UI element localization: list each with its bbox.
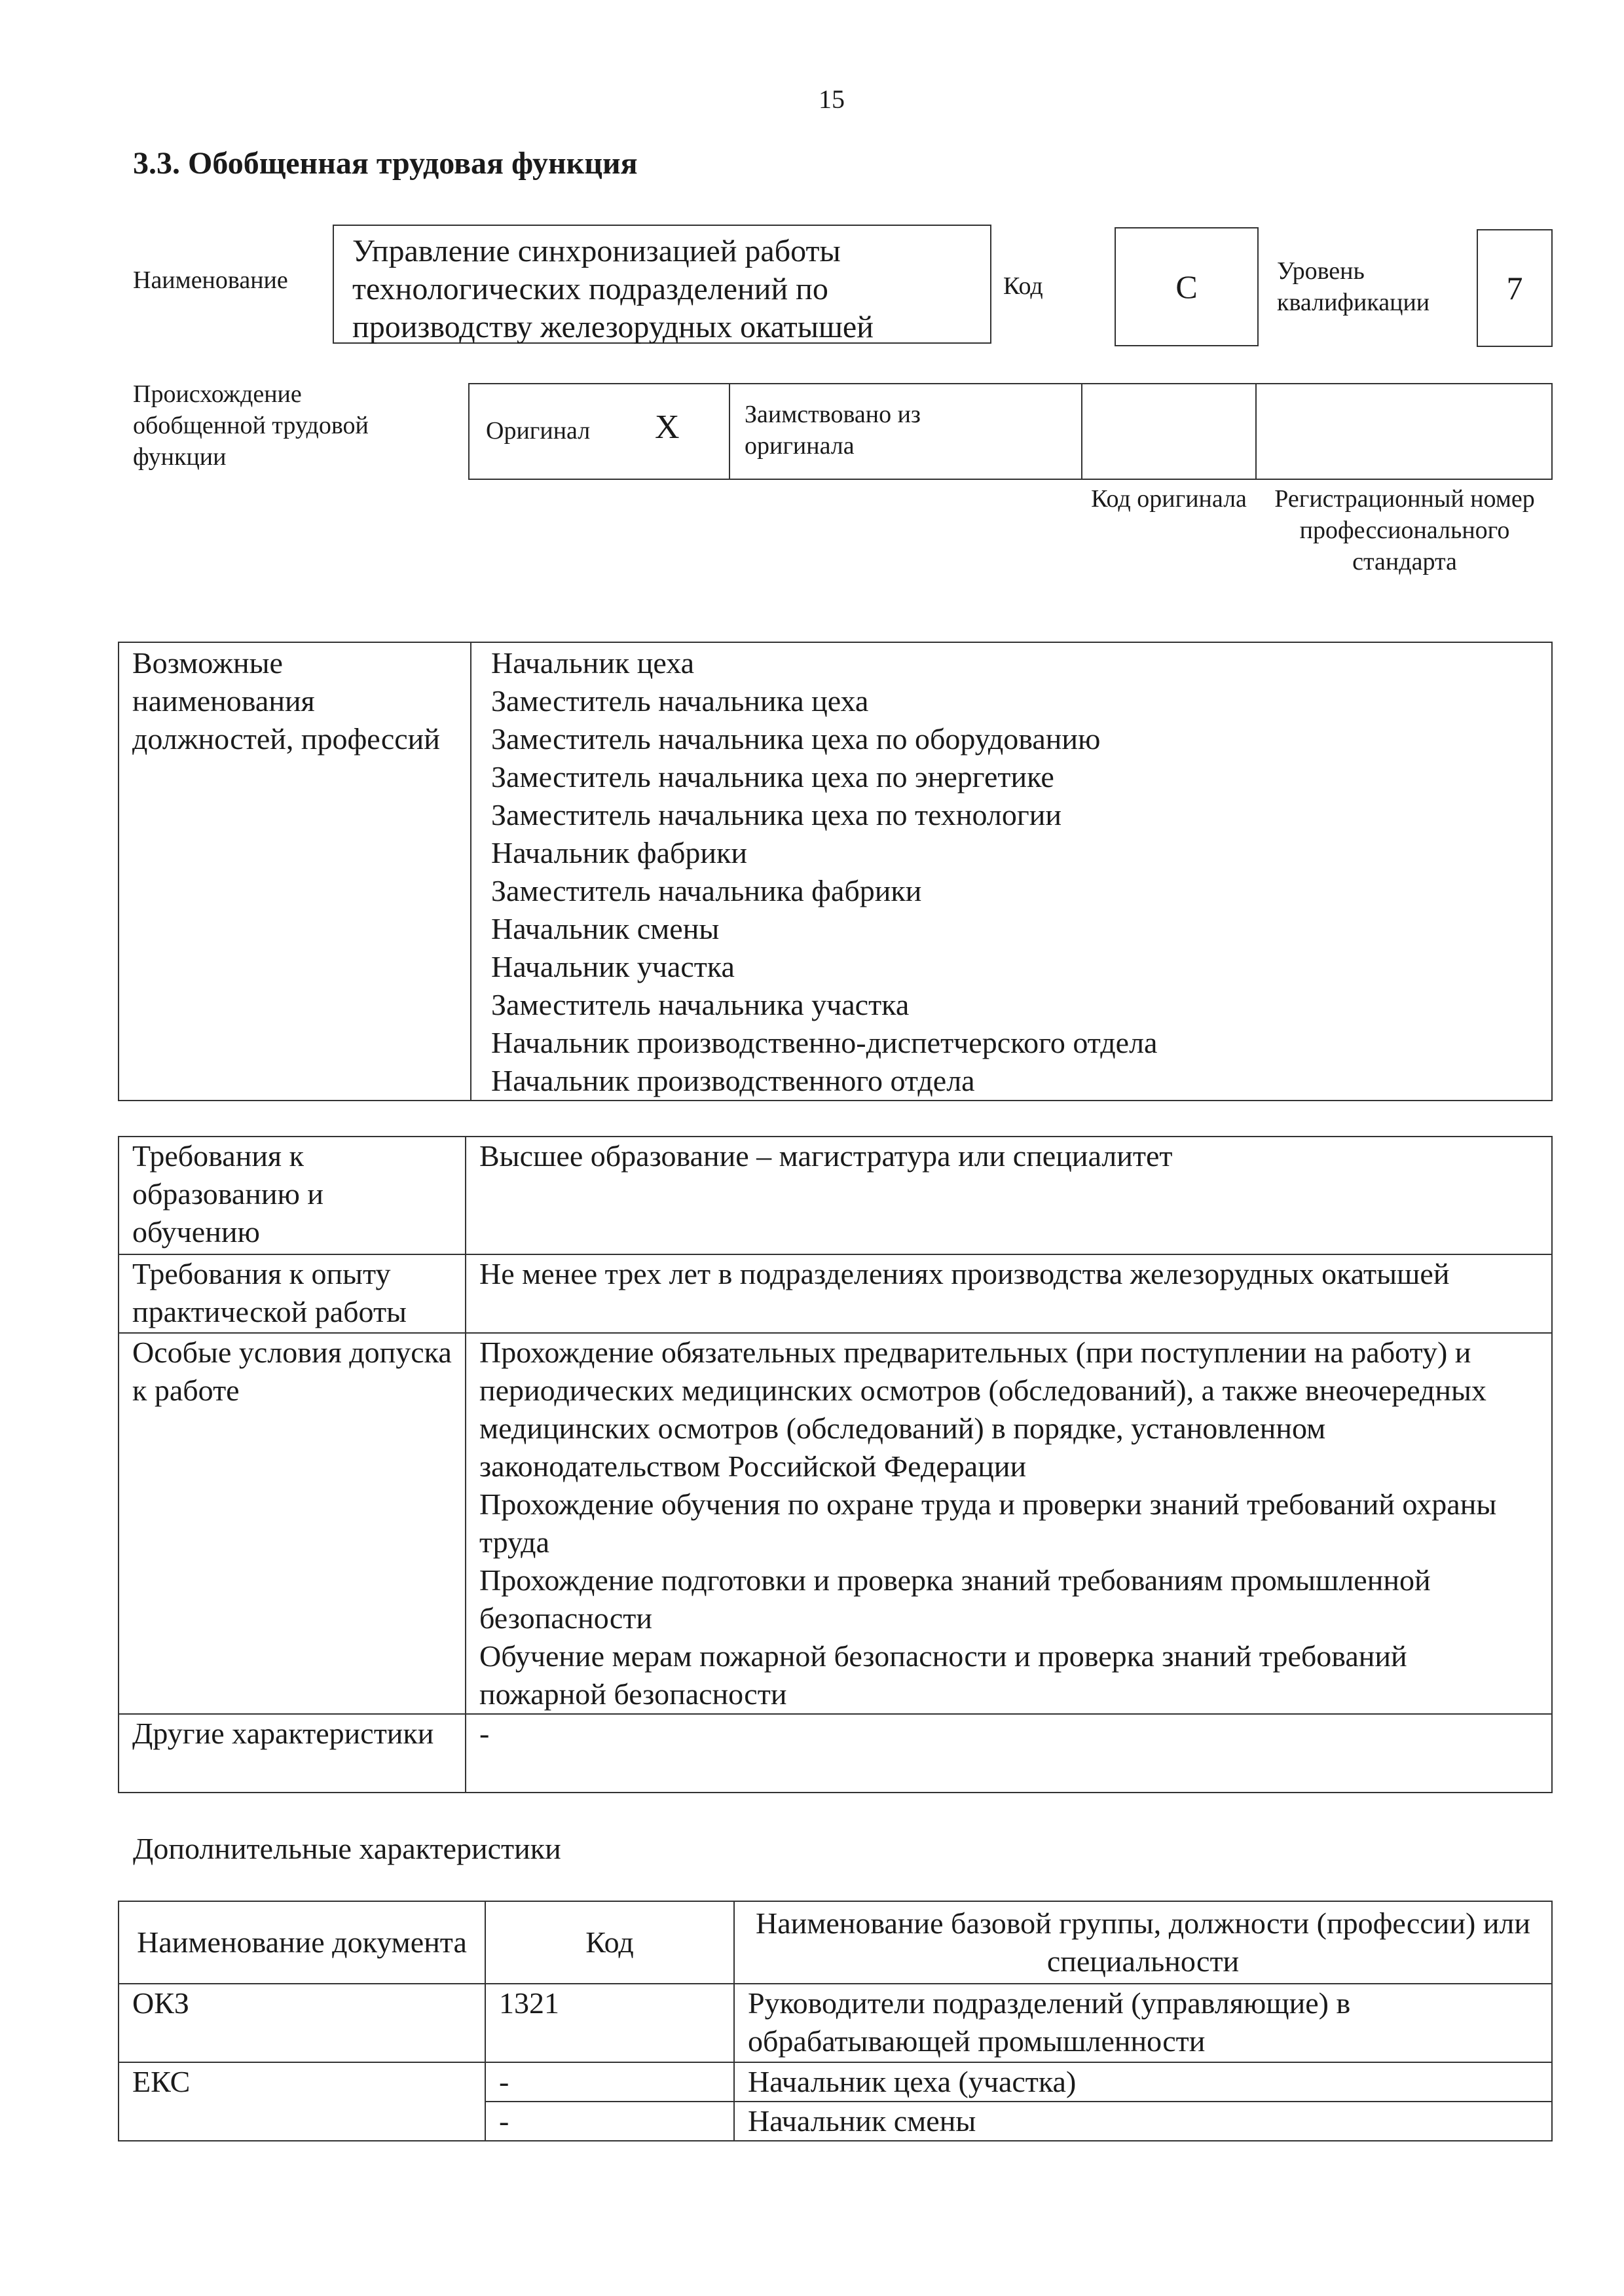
list-item: Заместитель начальника участка	[491, 988, 910, 1021]
code-cell: -	[485, 2062, 734, 2102]
req-value: Высшее образование – магистратура или специалитет	[466, 1137, 1552, 1254]
doc-cell: ЕКС	[119, 2062, 485, 2141]
req-paragraph: Обучение мерам пожарной безопасности и проверка знаний требований пожарной безопасности	[479, 1639, 1407, 1711]
req-label: Требования к образованию и обучению	[119, 1137, 466, 1254]
code-original-caption: Код оригинала	[1091, 485, 1247, 513]
level-box	[1477, 229, 1553, 347]
req-label: Требования к опыту практической работы	[119, 1254, 466, 1333]
positions-table	[118, 642, 1553, 1101]
column-header: Наименование базовой группы, должности (профессии) или специальности	[734, 1901, 1552, 1984]
origin-divider-3	[1255, 384, 1257, 479]
positions-label: Возможные наименования должностей, профессий	[119, 642, 471, 1101]
req-value	[466, 1333, 1552, 1714]
name-cell: Начальник смены	[734, 2102, 1552, 2141]
req-value: -	[466, 1714, 1552, 1793]
list-item: Начальник участка	[491, 950, 735, 983]
level-value: 7	[1506, 270, 1523, 306]
req-label: Особые условия допуска к работе	[119, 1333, 466, 1714]
list-item: Заместитель начальника цеха по энергетике	[491, 760, 1054, 793]
reg-number-caption: Регистрационный номер профессионального стандарта	[1274, 485, 1535, 575]
level-label: Уровень квалификации	[1277, 257, 1430, 316]
table-row	[119, 1714, 1552, 1793]
column-header: Наименование документа	[119, 1901, 485, 1984]
positions-list	[471, 642, 1552, 1101]
req-label: Другие характеристики	[119, 1714, 466, 1793]
table-row	[119, 1333, 1552, 1714]
origin-box	[468, 383, 1553, 480]
additional-title: Дополнительные характеристики	[133, 1832, 561, 1865]
original-label: Оригинал	[486, 417, 591, 445]
origin-label: Происхождение обобщенной трудовой функции	[133, 380, 369, 471]
name-label: Наименование	[133, 266, 288, 294]
list-item: Заместитель начальника цеха	[491, 684, 869, 718]
list-item: Заместитель начальника фабрики	[491, 874, 922, 907]
list-item: Начальник производственно-диспетчерского отдела	[491, 1026, 1158, 1059]
name-cell: Начальник цеха (участка)	[734, 2062, 1552, 2102]
table-row	[119, 642, 1552, 1101]
name-box	[333, 225, 991, 344]
origin-divider-2	[1081, 384, 1082, 479]
page-number: 15	[819, 84, 845, 114]
name-value: Управление синхронизацией работы технологических подразделений по производству железорудных окатышей	[352, 234, 874, 344]
borrowed-label: Заимствовано из оригинала	[745, 401, 921, 460]
list-item: Заместитель начальника цеха по оборудованию	[491, 722, 1101, 756]
code-cell: -	[485, 2102, 734, 2141]
req-paragraph: Прохождение обязательных предварительных (при поступлении на работу) и периодических медицинских осмотров (обследований), а также внеочередных медицинских осмотров (обследований) в порядке, установленном законодательством Российской Федерации	[479, 1336, 1486, 1483]
code-cell: 1321	[485, 1984, 734, 2062]
code-value: C	[1175, 268, 1198, 305]
list-item: Начальник цеха	[491, 646, 695, 680]
table-header-row	[119, 1901, 1552, 1984]
origin-divider-1	[729, 384, 730, 479]
list-item: Заместитель начальника цеха по технологии	[491, 798, 1061, 831]
table-row	[119, 1984, 1552, 2062]
section-title: 3.3. Обобщенная трудовая функция	[133, 146, 638, 181]
list-item: Начальник производственного отдела	[491, 1064, 975, 1097]
code-box	[1115, 227, 1259, 346]
table-row	[119, 1254, 1552, 1333]
list-item: Начальник смены	[491, 912, 720, 945]
req-value: Не менее трех лет в подразделениях производства железорудных окатышей	[466, 1254, 1552, 1333]
table-row	[119, 2062, 1552, 2102]
list-item: Начальник фабрики	[491, 836, 747, 869]
doc-cell: ОКЗ	[119, 1984, 485, 2062]
additional-table	[118, 1901, 1553, 2141]
table-row	[119, 1137, 1552, 1254]
original-mark: X	[655, 409, 680, 446]
name-cell: Руководители подразделений (управляющие) в обрабатывающей промышленности	[734, 1984, 1552, 2062]
requirements-table	[118, 1136, 1553, 1793]
req-paragraph: Прохождение подготовки и проверка знаний требованиям промышленной безопасности	[479, 1563, 1431, 1635]
column-header: Код	[485, 1901, 734, 1984]
code-label: Код	[1003, 272, 1043, 300]
req-paragraph: Прохождение обучения по охране труда и проверки знаний требований охраны труда	[479, 1487, 1497, 1559]
